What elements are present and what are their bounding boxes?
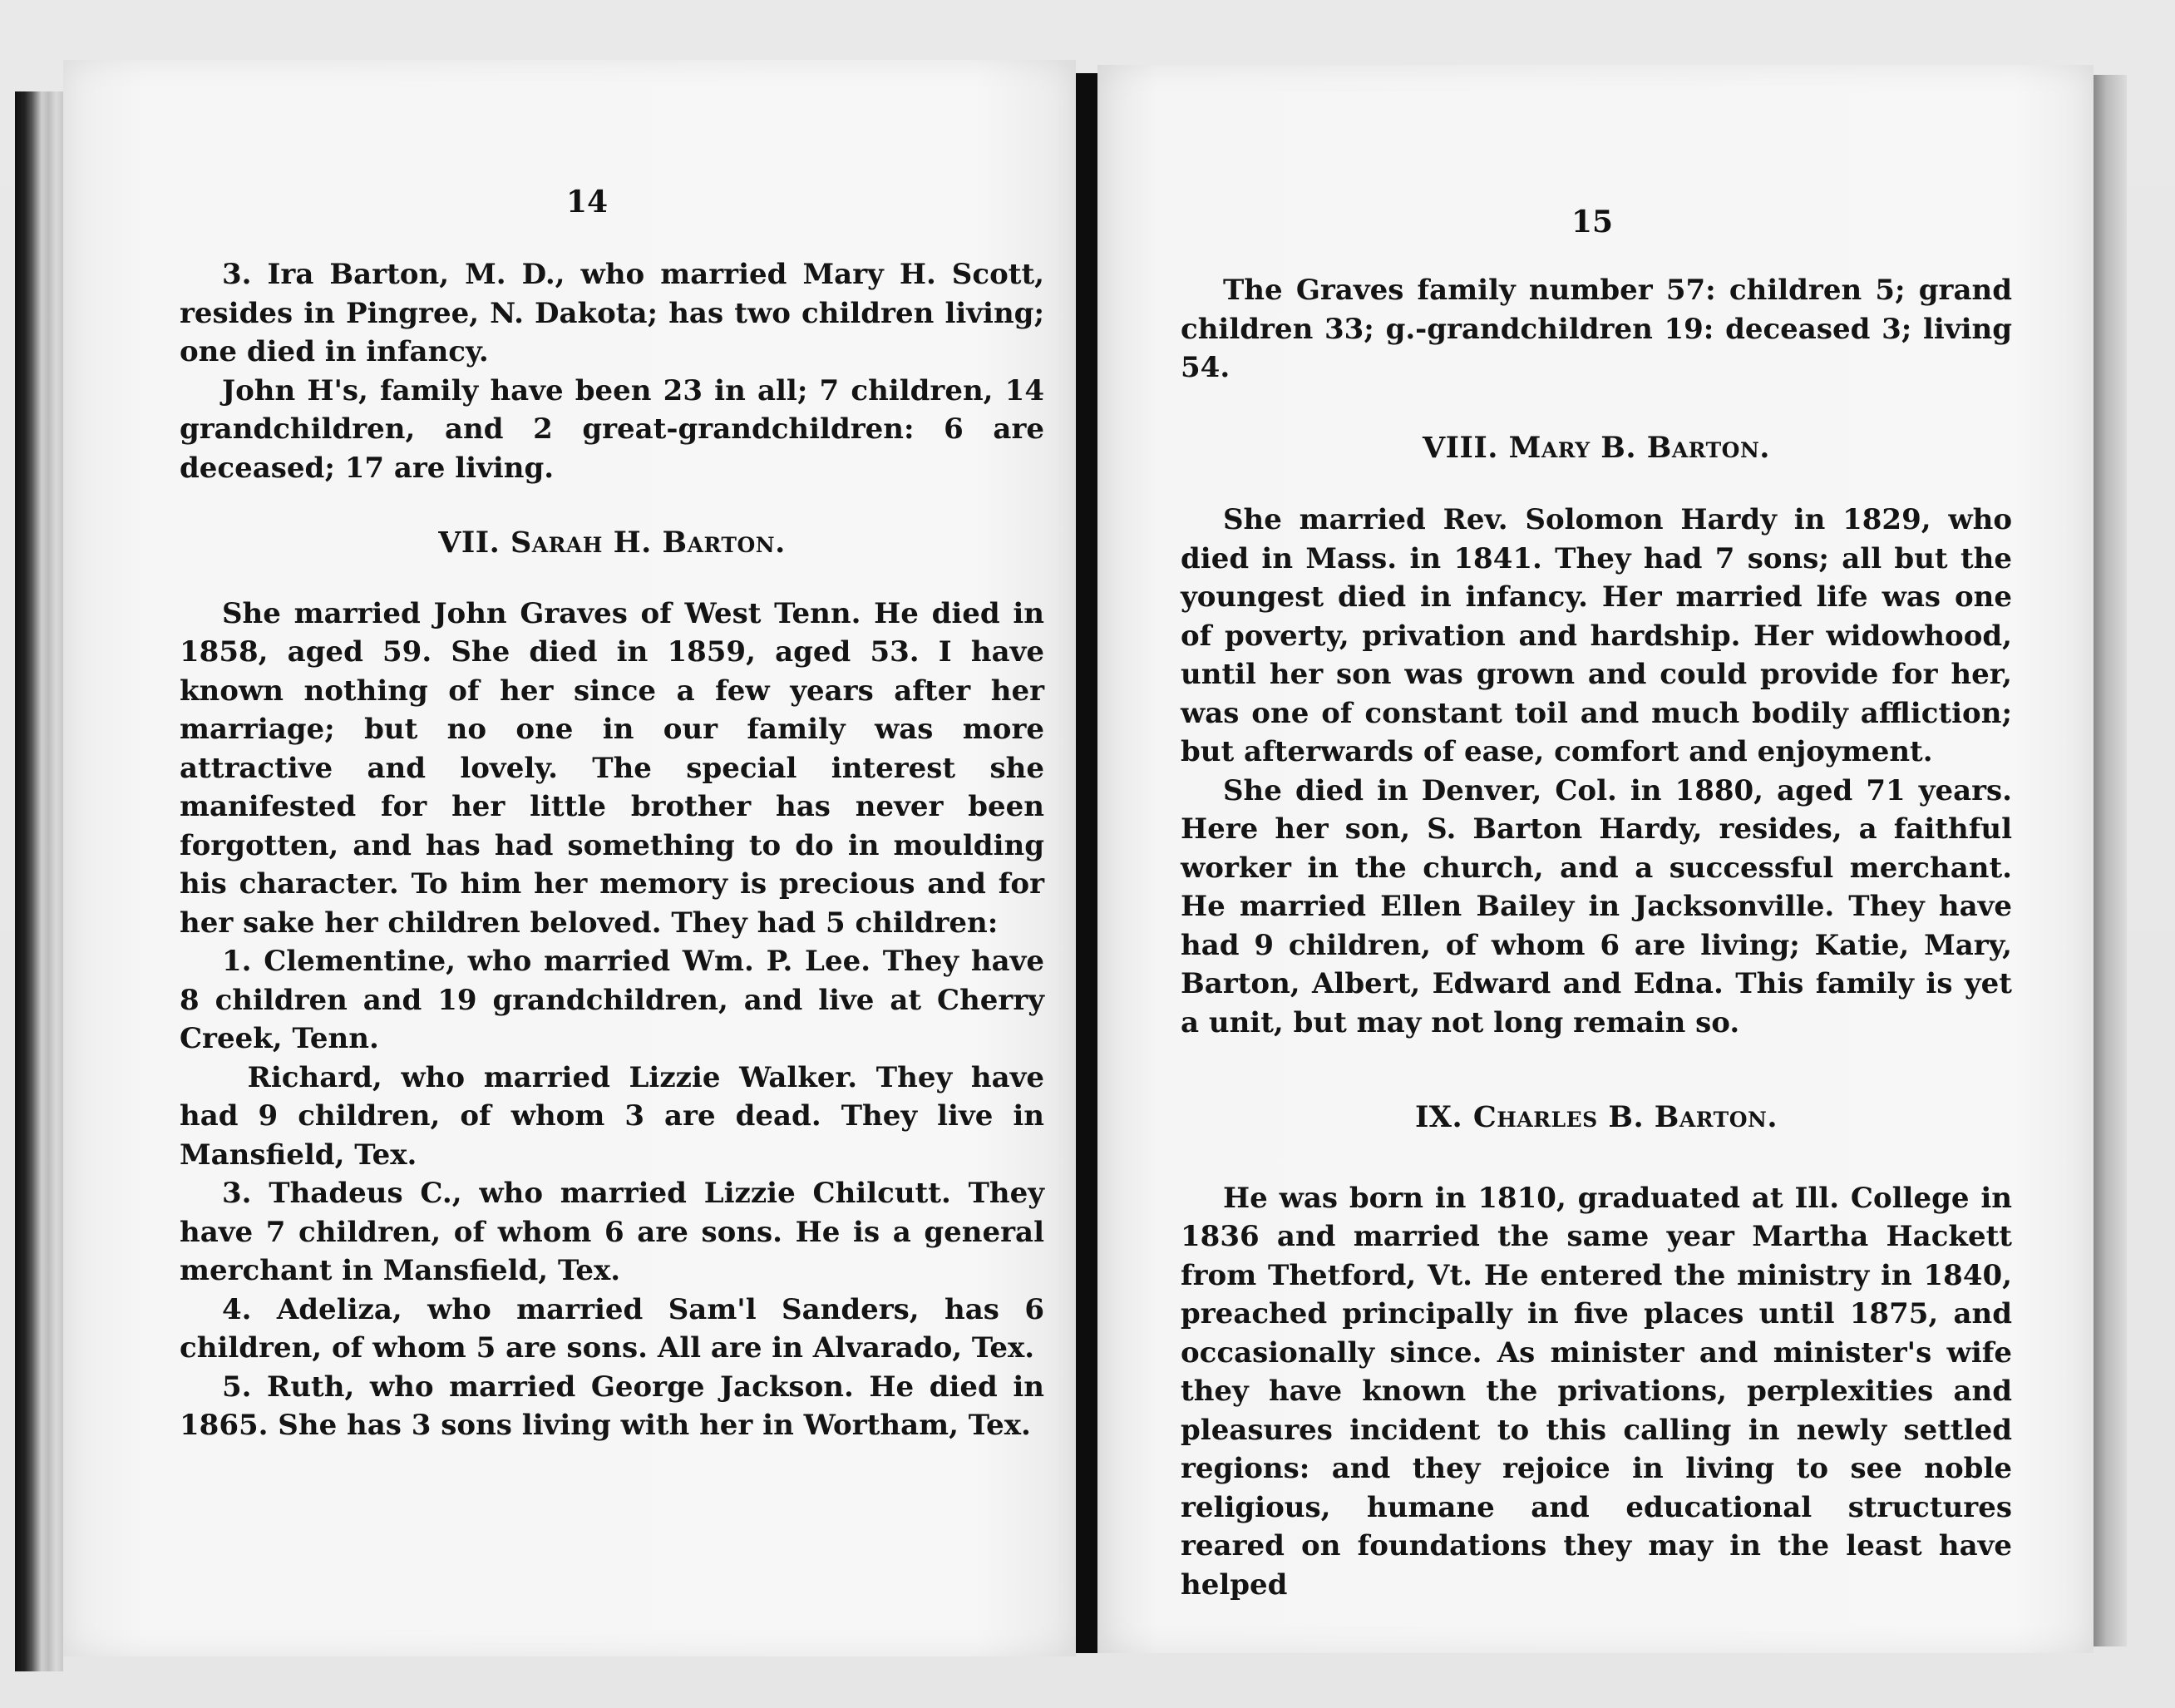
book-gutter xyxy=(1076,73,1097,1653)
left-page-text xyxy=(180,255,1044,1445)
paragraph-mary-b-barton-2: She died in Denver, Col. in 1880, aged 71 years. Here her son, S. Barton Hardy, resides, a faithful worker in the church, and a successful merchant. He married Ellen Bailey in Jacksonville. They have had 9 children, of whom 6 are living; Katie, Mary, Barton, Albert, Edward and Edna. This family is yet a unit, but may not long remain so. xyxy=(1181,773,2012,1039)
child-thadeus: 3. Thadeus C., who married Lizzie Chilcutt. They have 7 children, of whom 6 are sons. He is a general merchant in Mansfield, Tex. xyxy=(180,1177,1044,1287)
paragraph-mary-b-barton-1: She married Rev. Solomon Hardy in 1829, who died in Mass. in 1841. They had 7 sons; all but the youngest died in infancy. Her married life was one of poverty, privation and hardship. Her widowhood, until her son was grown and could provide for her, was one of constant toil and much bodily affliction; but afterwards of ease, comfort and enjoyment. xyxy=(1181,503,2012,768)
child-ruth: 5. Ruth, who married George Jackson. He died in 1865. She has 3 sons living with her in Wortham, Tex. xyxy=(180,1370,1044,1442)
right-page xyxy=(1097,65,2094,1653)
book-edge-left xyxy=(15,91,63,1671)
paragraph-john-h-family: John H's, family have been 23 in all; 7 children, 14 grandchildren, and 2 great-grandchildren: 6 are deceased; 17 are living. xyxy=(180,373,1044,485)
page-number-right: 15 xyxy=(1571,205,1614,239)
paragraph-ira-barton: 3. Ira Barton, M. D., who married Mary H. Scott, resides in Pingree, N. Dakota; has two children living; one died in infancy. xyxy=(180,258,1044,368)
book-edge-right xyxy=(2094,75,2127,1646)
paragraph-charles-b-barton: He was born in 1810, graduated at Ill. College in 1836 and married the same year Martha Hackett from Thetford, Vt. He entered the ministry in 1840, preached principally in five places until 1875, and occasionally since. As minister and minister's wife they have known the privations, perplexities and pleasures incident to this calling in newly settled regions: and they rejoice in living to see noble religious, humane and educational structures reared on foundations they may in the least have helped xyxy=(1181,1181,2012,1602)
heading-mary-b-barton: VIII. Mary B. Barton. xyxy=(1422,430,1770,465)
paragraph-sarah-h-barton: She married John Graves of West Tenn. He died in 1858, aged 59. She died in 1859, aged 53. I have known nothing of her since a few years after her marriage; but no one in our family was more attractive and lovely. The special interest she manifested for her little brother has never been forgotten, and has had something to do in moulding his character. To him her memory is precious and for her sake her children beloved. They had 5 children: xyxy=(180,596,1044,940)
child-richard: Richard, who married Lizzie Walker. They have had 9 children, of whom 3 are dead. They live in Mansfield, Tex. xyxy=(180,1060,1044,1172)
child-clementine: 1. Clementine, who married Wm. P. Lee. They have 8 children and 19 grandchildren, and live at Cherry Creek, Tenn. xyxy=(180,945,1044,1055)
heading-charles-b-barton: IX. Charles B. Barton. xyxy=(1414,1100,1778,1134)
right-page-text xyxy=(1181,271,2012,1604)
left-page xyxy=(63,60,1076,1656)
child-adeliza: 4. Adeliza, who married Sam'l Sanders, has 6 children, of whom 5 are sons. All are in Alvarado, Tex. xyxy=(180,1292,1044,1365)
paragraph-graves-family: The Graves family number 57: children 5; grand children 33; g.-grandchildren 19: deceased 3; living 54. xyxy=(1181,274,2012,384)
page-number-left: 14 xyxy=(566,185,609,220)
heading-sarah-h-barton: VII. Sarah H. Barton. xyxy=(438,526,786,560)
